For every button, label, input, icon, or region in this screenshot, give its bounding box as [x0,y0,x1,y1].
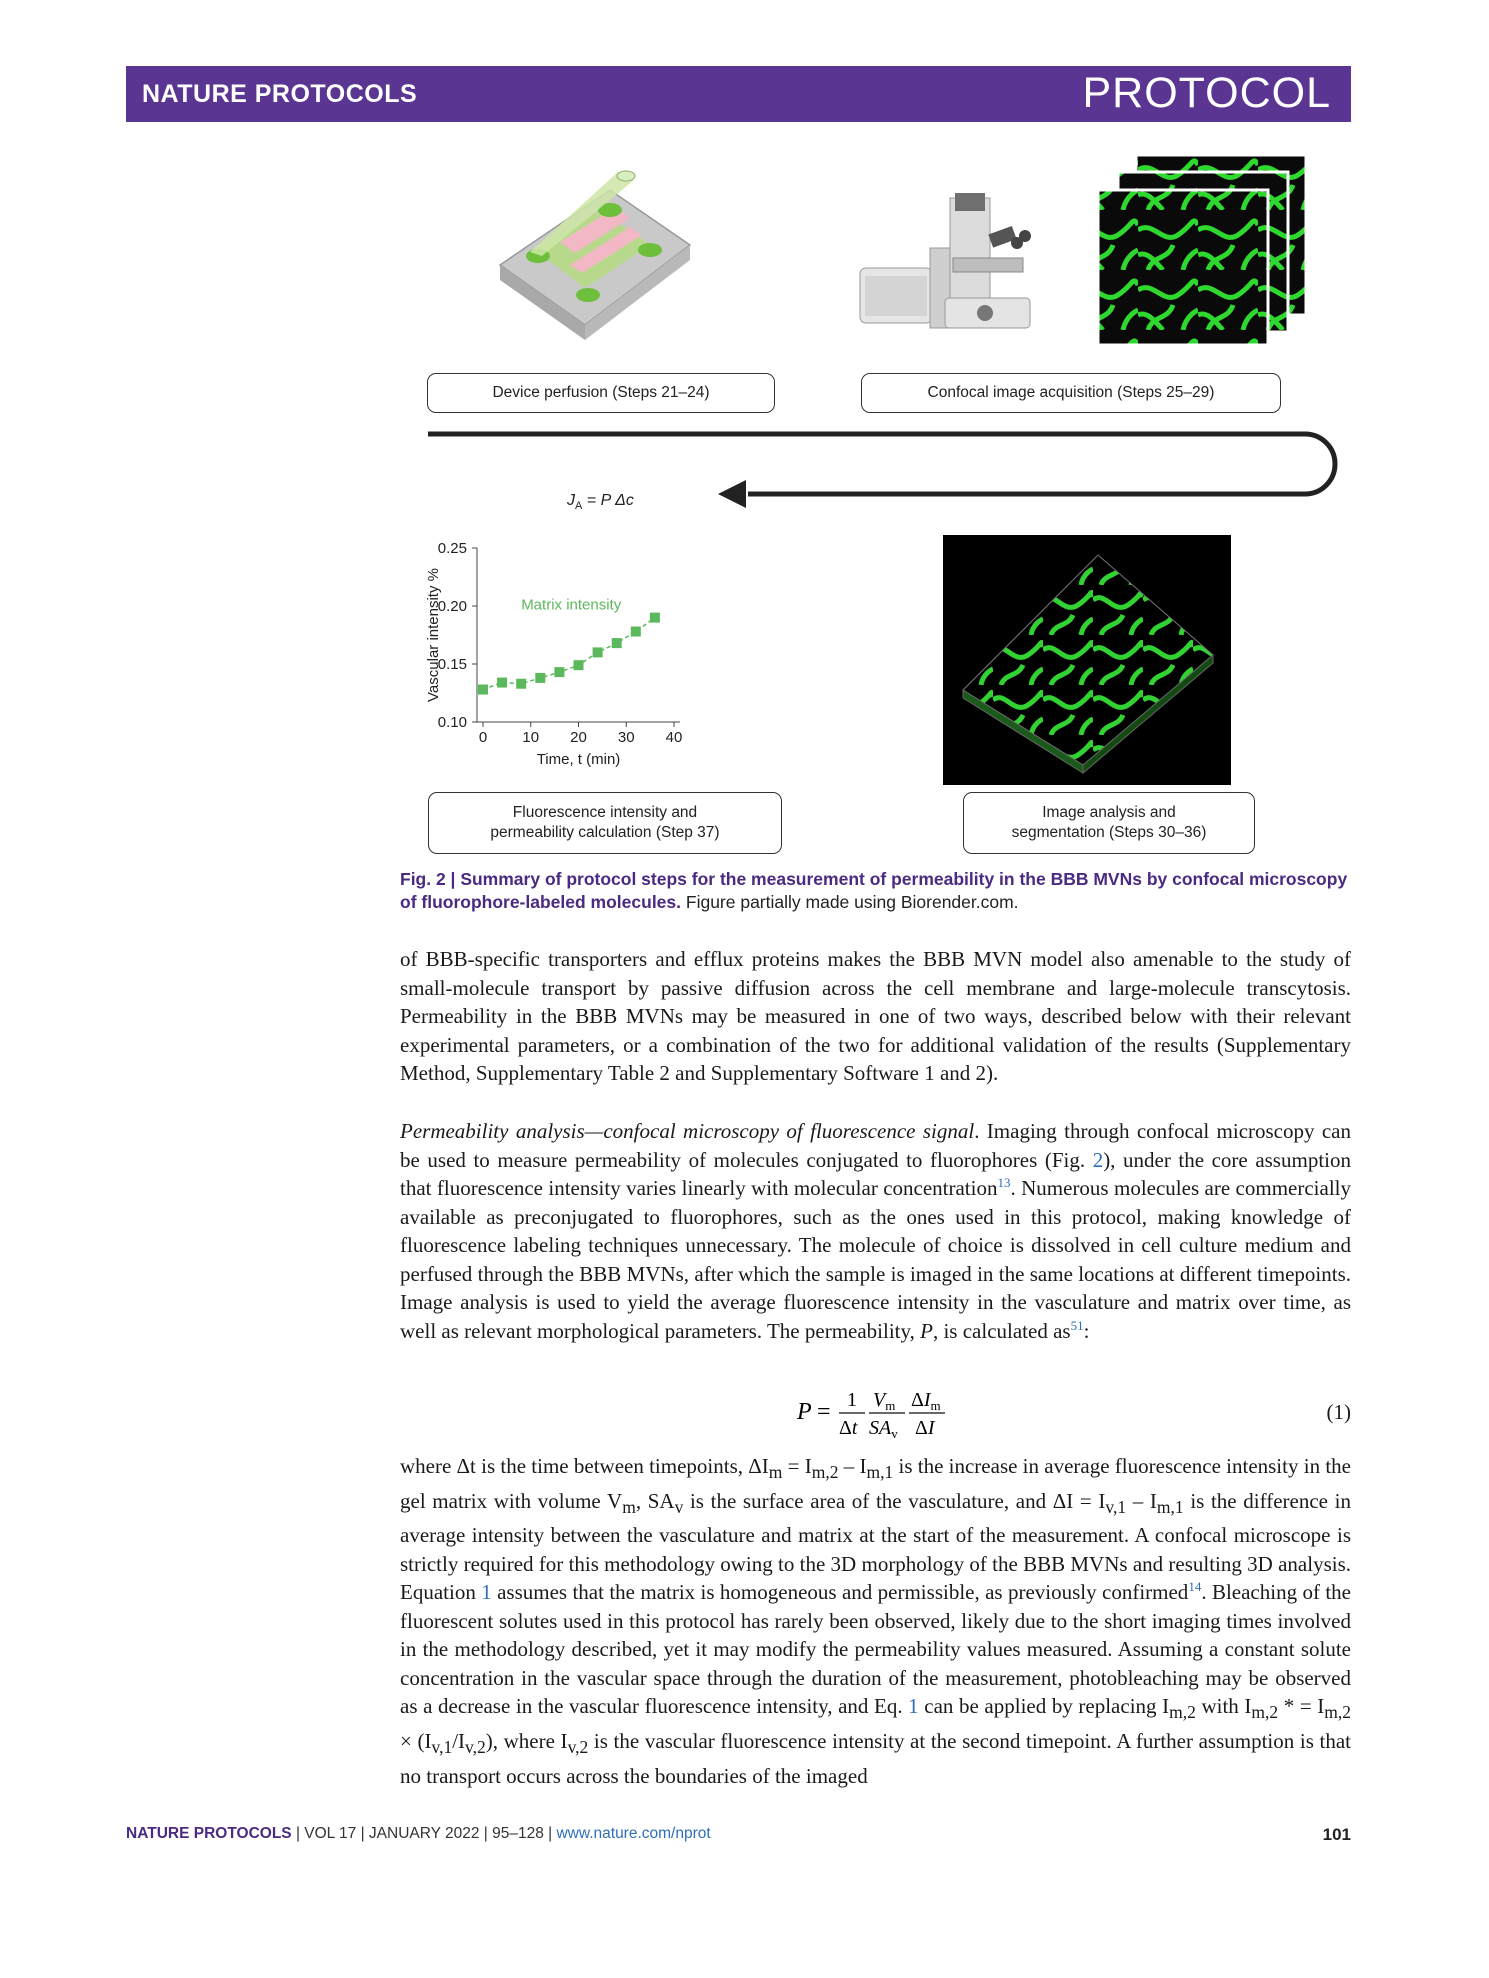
svg-text:Δt: Δt [839,1417,858,1439]
p3-f: is the surface area of the vasculature, and ΔI = I [683,1488,1106,1513]
page-number: 101 [1322,1825,1351,1844]
figure-link[interactable]: 2 [1092,1147,1104,1172]
p2-symbol-p: P [920,1318,933,1343]
svg-text:=: = [817,1399,831,1425]
paragraph-1: of BBB-specific transporters and efflux proteins makes the BBB MVN model also amenable to the study of small-molecule transport by passive diffusion across the cell membrane and large-molecule transcytosis. Permeability in the BBB MVNs may be measured in one of two ways, described below with their relevant experimental parameters, or a combination of the two for additional validation of the results (Supplementary Method, Supplementary Table 2 and Supplementary Software 1 and 2). [400,947,1351,1085]
p3-j: . Bleaching of the fluorescent solutes used in this protocol has rarely been observed, likely due to the short imaging times involved in the methodology described, yet it may modify the permeability values measured. Assuming a constant solute concentration in the vascular space through the duration of the measurement, photobleaching may be observed as a decrease in the vascular fluorescence intensity, and Eq. [400,1580,1351,1719]
footer-issue: | VOL 17 | JANUARY 2022 | 95–128 | [291,1825,557,1842]
svg-text:ΔI: ΔI [915,1417,935,1439]
p3-sub: v,1 [1105,1496,1127,1517]
workflow-arrow [400,430,1351,513]
data-point [650,613,660,623]
p3-k: can be applied by replacing I [918,1694,1170,1719]
p3-sub: m,2 [1324,1702,1352,1723]
flux-equation [567,492,634,512]
step-confocal-acquisition: Confocal image acquisition (Steps 25–29) [861,373,1281,413]
step-fluorescence-intensity [428,792,782,854]
equation-1-link[interactable]: 1 [481,1580,492,1605]
p3-h: is the difference in average intensity between the vasculature and matrix at the start of the measurement. A confocal microscope is strictly required for this methodology owing to the 3D morphology of the BBB MVNs and resulting 3D analysis. Equation [400,1488,1351,1605]
p3-m: * = I [1278,1694,1325,1719]
microfluidic-device-illustration [490,170,710,370]
svg-text:ΔIm: $\Delta I_m$ [911,1389,941,1413]
p3-d: is the increase in average fluorescence intensity in the gel matrix with volume V [400,1454,1351,1513]
arrow-head [718,480,746,508]
p3-a: where Δt is the time between timepoints, ΔI [400,1454,769,1478]
p3-b: = I [782,1454,812,1478]
p3-sub: m [622,1496,636,1517]
article-type: PROTOCOL [1082,69,1331,117]
step-device-perfusion: Device perfusion (Steps 21–24) [427,373,775,413]
p3-sub: m,1 [1156,1496,1184,1517]
figure-2 [400,140,1351,860]
x-axis-label: Time, t (min) [536,751,621,768]
step-intensity-line2: permeability calculation (Step 37) [490,824,720,841]
data-point [497,678,507,688]
step-image-analysis [963,792,1255,854]
section-heading-italic: Permeability analysis—confocal microscopy of fluorescence signal [400,1119,975,1143]
p3-n: × (I [400,1729,432,1754]
confocal-image-stack [1078,150,1338,350]
data-point [631,627,641,637]
x-tick-label: 30 [617,729,635,746]
p3-g: – I [1126,1488,1157,1513]
flux-rhs: = P Δc [582,492,634,509]
page-footer [126,1825,1351,1843]
p2-text-a: . Imaging through confocal microscopy can be used to measure permeability of molecules conjugated to fluorophores (Fig. [400,1119,1352,1172]
data-point [612,638,622,648]
flux-subscript: A [575,500,583,513]
p3-i: assumes that the matrix is homogeneous and permissible, as previously confirmed [491,1580,1189,1605]
flux-symbol: J [567,492,575,509]
svg-text:1: 1 [847,1389,857,1411]
p3-l: with I [1195,1694,1252,1719]
equation-number: (1) [1326,1400,1351,1424]
x-tick-label: 0 [478,729,488,746]
p3-sub: m,2 [811,1462,839,1483]
p3-e: , SA [635,1488,675,1513]
p3-p: ), where I [485,1729,568,1754]
p3-sub: m,1 [866,1462,894,1483]
step-analysis-line1: Image analysis and [1042,803,1176,821]
journal-name: NATURE PROTOCOLS [142,80,418,108]
data-point [574,660,584,670]
p2-text-e: : [1083,1318,1090,1343]
y-tick-label: 0.25 [437,540,467,557]
y-axis-label: Vascular intensity % [425,568,442,702]
header-bar [126,66,1351,122]
x-tick-label: 40 [665,729,683,746]
footer-journal: NATURE PROTOCOLS [126,1825,292,1842]
step-analysis-line2: segmentation (Steps 30–36) [1011,824,1207,841]
y-tick-label: 0.15 [437,656,467,673]
data-point [535,673,545,683]
paragraph-3 [400,1452,1351,1790]
y-tick-label: 0.10 [437,714,467,731]
y-tick-label: 0.20 [437,598,467,615]
p3-q: is the vascular fluorescence intensity at the second timepoint. A further assumption is that no transport occurs across the boundaries of the imaged [400,1729,1351,1788]
p2-text-c: . Numerous molecules are commercially available as preconjugated to fluorophores, such as the ones used in this protocol, making knowledge of fluorescence labeling techniques unnecessary. The molecule of choice is dissolved in cell culture medium and perfused through the BBB MVNs, after which the sample is imaged in the same locations at different timepoints. Image analysis is used to yield the average fluorescence intensity in the vasculature and matrix over time, as well as relevant morphological parameters. The permeability, [400,1176,1351,1343]
series-line [483,618,655,690]
svg-text:SAv: $SA_v$ [869,1417,898,1441]
footer-url-link[interactable]: www.nature.com/nprot [556,1825,711,1842]
p3-sub: v,1 [431,1737,453,1758]
p3-o: /I [452,1729,466,1754]
data-point [516,679,526,689]
equation-1-link[interactable]: 1 [908,1694,919,1719]
x-tick-label: 20 [570,729,587,746]
p3-c: – I [838,1454,867,1478]
data-point [593,647,603,657]
p3-sub: v,2 [567,1737,589,1758]
matrix-intensity-annotation: Matrix intensity [521,596,622,614]
svg-text:Vm: $V_m$ [873,1389,896,1413]
p3-sub: m [768,1462,783,1483]
svg-text:P: P [797,1399,812,1425]
p3-sub: v [674,1496,684,1517]
data-point [554,667,564,677]
paragraph-2 [400,1117,1351,1345]
step-intensity-line1: Fluorescence intensity and [512,803,698,821]
caption-credit: Figure partially made using Biorender.com. [681,892,1019,912]
reference-51-link[interactable]: 51 [1070,1317,1084,1333]
permeability-equation [795,1382,985,1442]
p2-text-d: , is calculated as [932,1318,1071,1343]
p2-text-b: ), under the core assumption that fluorescence intensity varies linearly with molecular concentration [400,1147,1351,1200]
confocal-microscope-illustration [855,188,1040,338]
segmented-3d-vasculature [943,535,1231,785]
p3-sub: m,2 [1169,1702,1196,1723]
figure-caption [400,868,1352,914]
reference-14-link[interactable]: 14 [1188,1579,1202,1595]
x-tick-label: 10 [522,729,540,746]
p3-sub: m,2 [1251,1702,1279,1723]
caption-title: Fig. 2 | Summary of protocol steps for the measurement of permeability in the BBB MVNs by confocal microscopy of fluorophore-labeled molecules. [400,869,1348,912]
p3-sub: v,2 [465,1737,486,1758]
reference-13-link[interactable]: 13 [997,1175,1011,1190]
data-point [478,685,488,695]
matrix-intensity-chart [425,530,725,780]
